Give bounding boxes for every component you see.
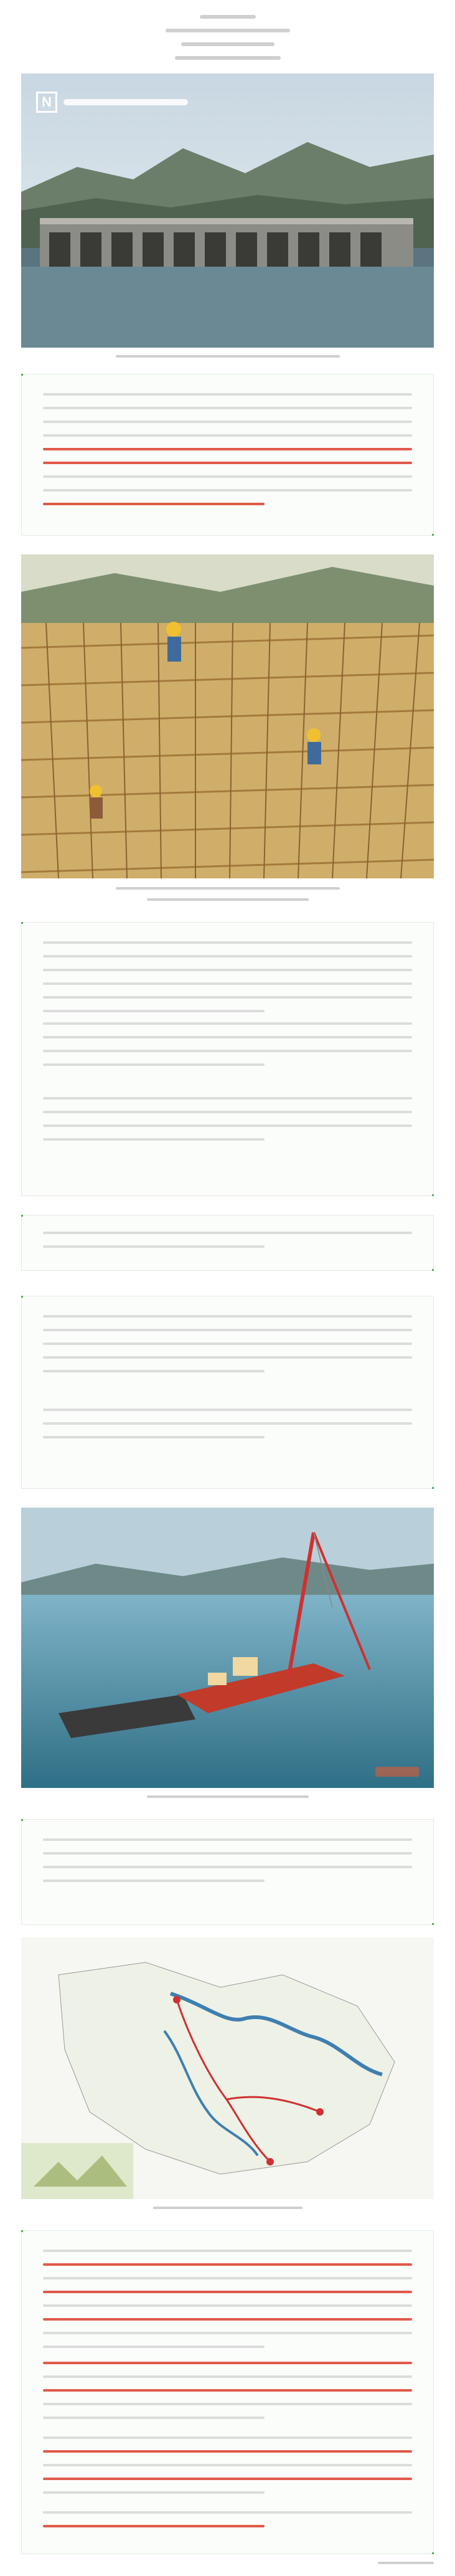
text-block-3 — [21, 1215, 434, 1271]
photo2-caption-line-2 — [0, 895, 455, 905]
project-map — [21, 1937, 434, 2199]
headline-line-3 — [0, 42, 455, 46]
app-logo-mark: N — [36, 92, 57, 113]
crane-ship-photo — [21, 1508, 434, 1788]
source-note — [378, 2562, 434, 2564]
photo2-caption — [0, 883, 455, 893]
headline-line-2 — [0, 29, 455, 32]
map-caption — [0, 2203, 455, 2213]
app-logo — [36, 88, 217, 116]
headline-line-1 — [0, 15, 455, 19]
photo3-caption — [0, 1792, 455, 1802]
text-block-1 — [21, 374, 434, 536]
text-block-5 — [21, 1819, 434, 1925]
app-logo-name — [63, 99, 188, 105]
scaffolding-photo — [21, 554, 434, 878]
text-block-6 — [21, 2230, 434, 2554]
dam-photo — [21, 74, 434, 348]
photo-watermark — [375, 1767, 419, 1777]
headline-line-4 — [0, 56, 455, 60]
text-block-4 — [21, 1296, 434, 1489]
text-block-2 — [21, 922, 434, 1196]
photo1-caption — [0, 351, 455, 361]
